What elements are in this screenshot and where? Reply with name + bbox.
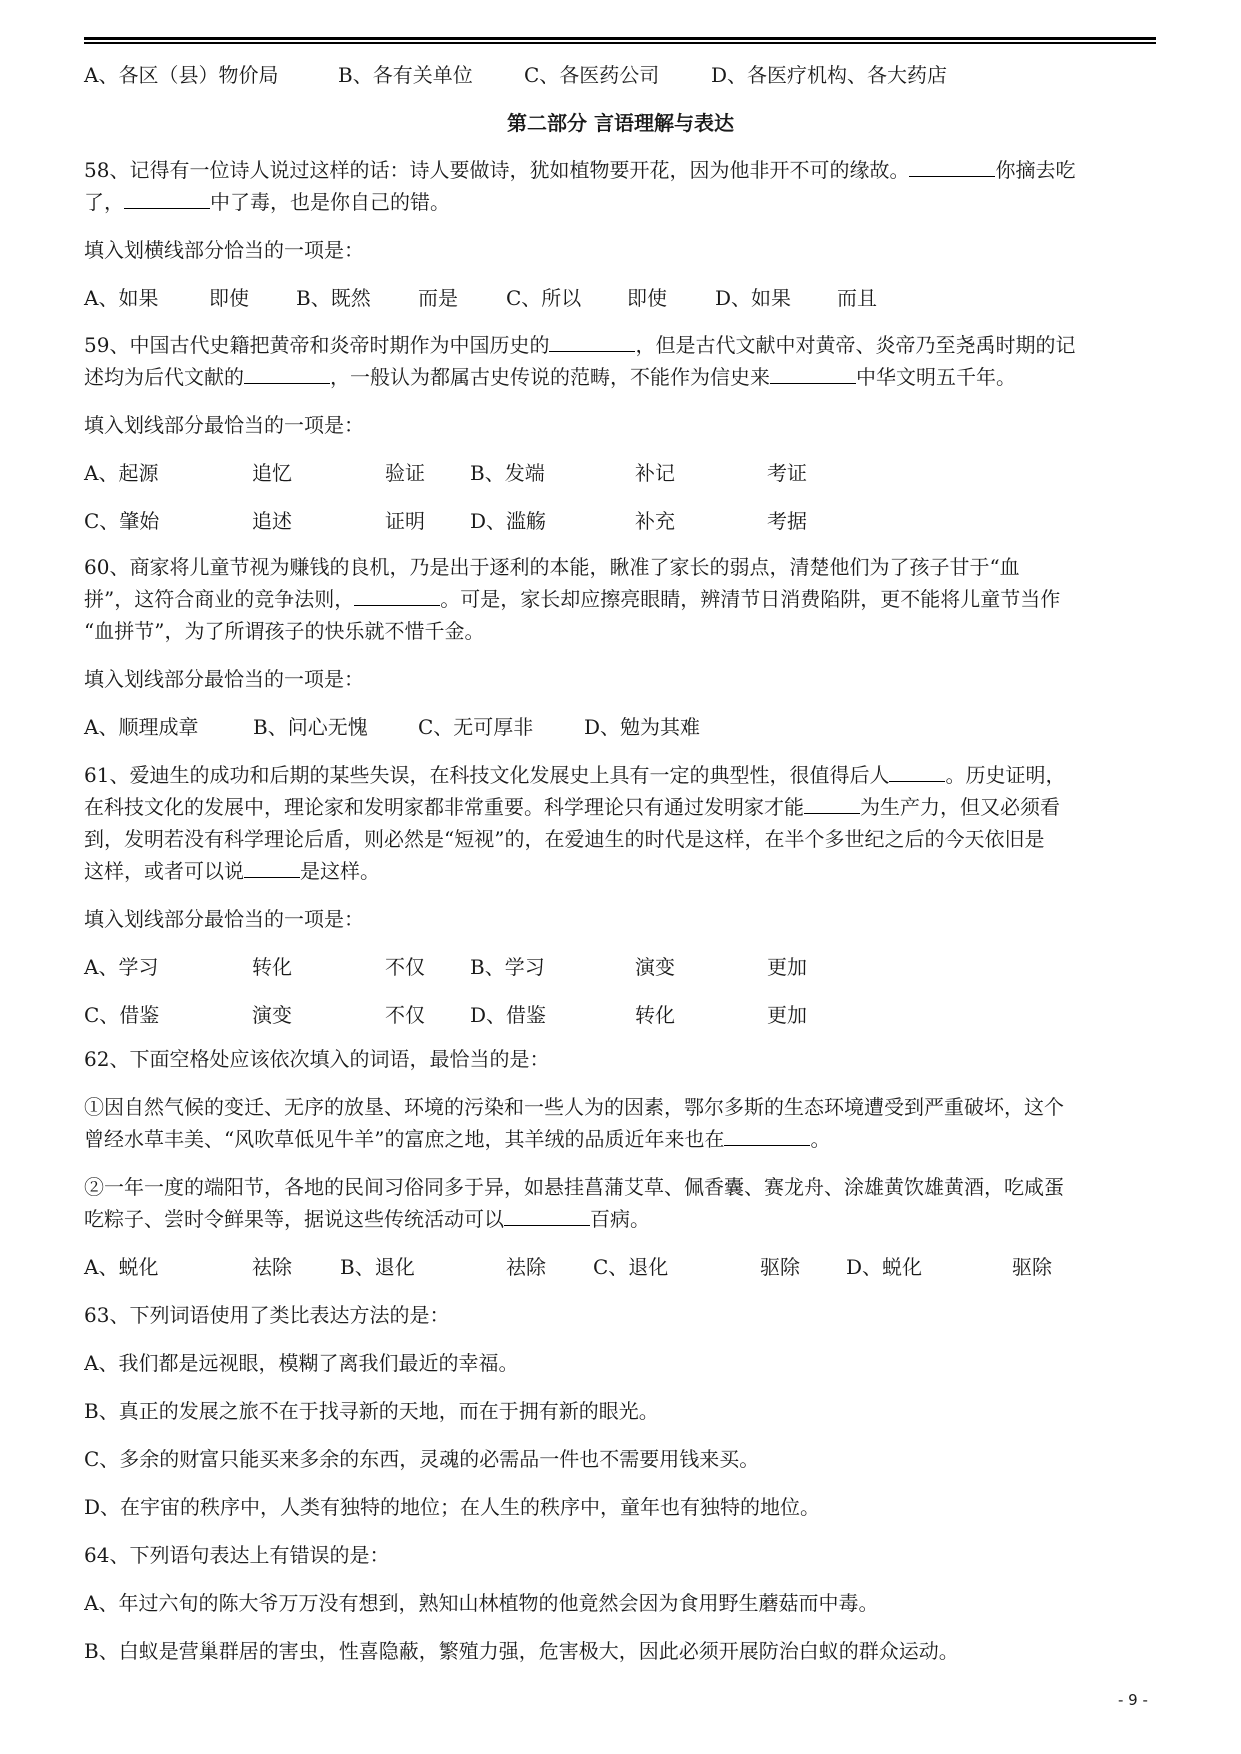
option-d-word2: 而且 (837, 286, 877, 310)
question-prompt: 填入划横线部分恰当的一项是： (84, 238, 364, 262)
question-text: 到，发明若没有科学理论后盾，则必然是“短视”的，在爱迪生的时代是这样，在半个多世纪之后的今天依旧是 (84, 827, 1045, 851)
text-segment: 中了毒，也是你自己的错。 (210, 190, 450, 214)
question-prompt: 填入划线部分最恰当的一项是： (84, 413, 364, 437)
option-b: B、真正的发展之旅不在于找寻新的天地，而在于拥有新的眼光。 (84, 1399, 659, 1423)
question-text (84, 792, 1160, 822)
option-d-word2: 转化 (635, 1003, 675, 1027)
option-d-word2: 驱除 (1012, 1255, 1052, 1279)
option-a: A、顺理成章 (84, 715, 199, 739)
option-c-word3: 不仅 (385, 1003, 425, 1027)
option-c: C、各医药公司 (524, 63, 660, 87)
option-d-word3: 更加 (767, 1003, 807, 1027)
option-b: B、既然 (296, 286, 371, 310)
answer-blank (244, 363, 330, 384)
text-segment: 了， (84, 190, 124, 214)
option-d: D、各医疗机构、各大药店 (711, 63, 948, 87)
text-segment: ，但是古代文献中对黄帝、炎帝乃至尧禹时期的记 (635, 333, 1076, 357)
text-segment: 这样，或者可以说 (84, 859, 244, 883)
option-b: B、白蚁是营巢群居的害虫，性喜隐蔽，繁殖力强，危害极大，因此必须开展防治白蚁的群众运动。 (84, 1639, 959, 1663)
question-text (84, 187, 1160, 217)
text-segment: 为生产力，但又必须看 (860, 795, 1060, 819)
option-a: A、蜕化 (84, 1255, 159, 1279)
option-b: B、学习 (470, 955, 545, 979)
question-text (84, 155, 1160, 185)
text-segment: 。历史证明， (945, 763, 1066, 787)
answer-blank (724, 1125, 810, 1146)
option-c-word2: 驱除 (760, 1255, 800, 1279)
option-b-word3: 更加 (767, 955, 807, 979)
option-b: B、问心无愧 (253, 715, 368, 739)
option-c-word2: 演变 (252, 1003, 292, 1027)
text-segment: 61、爱迪生的成功和后期的某些失误，在科技文化发展史上具有一定的典型性，很值得后人 (84, 763, 890, 787)
option-a: A、年过六旬的陈大爷万万没有想到，熟知山林植物的他竟然会因为食用野生蘑菇而中毒。 (84, 1591, 879, 1615)
question-text (84, 362, 1160, 392)
answer-blank (354, 585, 440, 606)
option-c: C、无可厚非 (418, 715, 534, 739)
question-prompt: 填入划线部分最恰当的一项是： (84, 667, 364, 691)
option-c-word2: 即使 (627, 286, 667, 310)
option-d-word2: 补充 (635, 509, 675, 533)
option-c: C、退化 (593, 1255, 669, 1279)
answer-blank (770, 363, 856, 384)
answer-blank (804, 793, 860, 814)
text-segment: 吃粽子、尝时令鲜果等，据说这些传统活动可以 (84, 1207, 504, 1231)
text-segment: 是这样。 (300, 859, 380, 883)
option-d: D、勉为其难 (584, 715, 701, 739)
option-d: D、借鉴 (470, 1003, 547, 1027)
option-b: B、退化 (340, 1255, 415, 1279)
text-segment: 你摘去吃 (995, 158, 1076, 182)
page-number: - 9 - (1118, 1691, 1148, 1709)
section-heading: 第二部分 言语理解与表达 (507, 111, 734, 135)
option-d-word3: 考据 (767, 509, 807, 533)
option-a-word3: 不仅 (385, 955, 425, 979)
text-segment: 拼”，这符合商业的竞争法则， (84, 587, 355, 611)
option-a: A、各区（县）物价局 (84, 63, 279, 87)
text-segment: 在科技文化的发展中，理论家和发明家都非常重要。科学理论只有通过发明家才能 (84, 795, 804, 819)
option-a-word2: 追忆 (252, 461, 292, 485)
text-segment: 百病。 (590, 1207, 650, 1231)
option-b-word2: 演变 (635, 955, 675, 979)
option-c: C、多余的财富只能买来多余的东西，灵魂的必需品一件也不需要用钱来买。 (84, 1447, 760, 1471)
answer-blank (549, 331, 635, 352)
text-segment: 。 (810, 1127, 831, 1151)
question-text (84, 330, 1160, 360)
text-segment: 59、中国古代史籍把黄帝和炎帝时期作为中国历史的 (84, 333, 550, 357)
sentence-1: ①因自然气候的变迁、无序的放垦、环境的污染和一些人为的因素，鄂尔多斯的生态环境遭受到严重破坏，这个 (84, 1095, 1064, 1119)
option-d: D、如果 (715, 286, 792, 310)
option-c-word3: 证明 (385, 509, 425, 533)
question-prompt: 填入划线部分最恰当的一项是： (84, 907, 364, 931)
answer-blank (244, 857, 300, 878)
option-d: D、在宇宙的秩序中，人类有独特的地位；在人生的秩序中，童年也有独特的地位。 (84, 1495, 821, 1519)
question-text: 60、商家将儿童节视为赚钱的良机，乃是出于逐利的本能，瞅准了家长的弱点，清楚他们为了孩子甘于“血 (84, 555, 1020, 579)
option-a-word2: 转化 (252, 955, 292, 979)
option-a-word2: 祛除 (252, 1255, 292, 1279)
sentence-1 (84, 1124, 1160, 1154)
option-b-word2: 祛除 (506, 1255, 546, 1279)
option-c: C、肇始 (84, 509, 160, 533)
text-segment: 曾经水草丰美、“风吹草低见牛羊”的富庶之地，其羊绒的品质近年来也在 (84, 1127, 725, 1151)
answer-blank (909, 156, 995, 177)
option-c: C、借鉴 (84, 1003, 160, 1027)
question-text (84, 760, 1160, 790)
option-c-word2: 追述 (252, 509, 292, 533)
option-a: A、起源 (84, 461, 159, 485)
option-b-word2: 而是 (418, 286, 458, 310)
answer-blank (889, 761, 945, 782)
option-b-word2: 补记 (635, 461, 675, 485)
question-stem: 64、下列语句表达上有错误的是： (84, 1543, 390, 1567)
sentence-2: ②一年一度的端阳节，各地的民间习俗同多于异，如悬挂菖蒲艾草、佩香囊、赛龙舟、涂雄黄饮雄黄酒，吃咸蛋 (84, 1175, 1064, 1199)
option-a-word2: 即使 (209, 286, 249, 310)
option-b: B、各有关单位 (338, 63, 473, 87)
question-stem: 63、下列词语使用了类比表达方法的是： (84, 1303, 450, 1327)
option-c: C、所以 (506, 286, 582, 310)
header-rule-thick (84, 37, 1156, 40)
text-segment: 中华文明五千年。 (856, 365, 1016, 389)
text-segment: 58、记得有一位诗人说过这样的话：诗人要做诗，犹如植物要开花，因为他非开不可的缘故。 (84, 158, 910, 182)
option-b: B、发端 (470, 461, 545, 485)
option-a-word3: 验证 (385, 461, 425, 485)
question-text: “血拼节”，为了所谓孩子的快乐就不惜千金。 (84, 619, 485, 643)
option-a: A、如果 (84, 286, 159, 310)
option-a: A、学习 (84, 955, 159, 979)
text-segment: 述均为后代文献的 (84, 365, 244, 389)
option-d: D、滥觞 (470, 509, 547, 533)
text-segment: ，一般认为都属古史传说的范畴，不能作为信史来 (330, 365, 770, 389)
option-a: A、我们都是远视眼，模糊了离我们最近的幸福。 (84, 1351, 519, 1375)
option-b-word3: 考证 (767, 461, 807, 485)
option-d: D、蜕化 (846, 1255, 923, 1279)
question-stem: 62、下面空格处应该依次填入的词语，最恰当的是： (84, 1047, 550, 1071)
question-text (84, 584, 1160, 614)
question-text (84, 856, 1160, 886)
answer-blank (124, 188, 210, 209)
answer-blank (504, 1205, 590, 1226)
text-segment: 。可是，家长却应擦亮眼睛，辨清节日消费陷阱，更不能将儿童节当作 (440, 587, 1061, 611)
header-rule-thin (84, 42, 1156, 44)
sentence-2 (84, 1204, 1160, 1234)
